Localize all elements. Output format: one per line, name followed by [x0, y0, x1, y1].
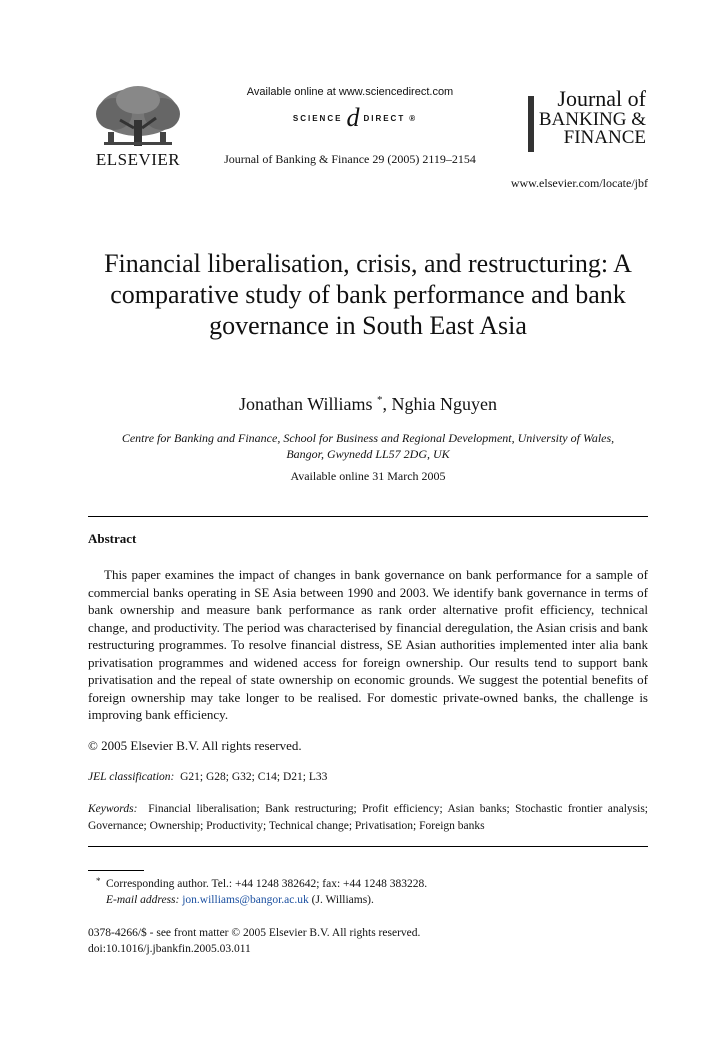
paper-title: Financial liberalisation, crisis, and restructuring: A comparative study of bank performance and bank governance in South East Asia — [104, 249, 632, 340]
footnote-email-line — [88, 892, 648, 908]
author-list — [88, 394, 648, 415]
affiliation-line2: Bangor, Gwynedd LL57 2DG, UK — [286, 447, 450, 461]
journal-logo-bar — [528, 96, 534, 152]
abstract-body: This paper examines the impact of changes in bank governance on bank performance for a sample of commercial banks operating in SE Asia between 1990 and 2003. We identify bank governance in terms of bank ownership and measure bank performance as rank order alternative profit efficiency, technical change, and productivity. The period was characterised by financial deregulation, the Asian crisis and bank restructuring programmes. To resolve financial distress, SE Asian authorities implemented inter alia bank privatisation programmes and widened access for foreign ownership. Our results tend to support bank privatisation and the repeal of state ownership on economic grounds. We suggest the potential benefits of foreign ownership may take longer to be realised. For domestic private-owned banks, the challenge is improving bank efficiency. — [88, 567, 648, 722]
divider-bottom — [88, 846, 648, 847]
journal-citation: Journal of Banking & Finance 29 (2005) 2119–2154 — [224, 152, 476, 166]
email-suffix: (J. Williams). — [311, 894, 374, 906]
keywords-text: Financial liberalisation; Bank restructuring; Profit efficiency; Asian banks; Stochastic frontier analysis; Governance; Ownership; Productivity; Technical change; Privatisation; Foreign banks — [88, 803, 648, 832]
footnote-contact: Corresponding author. Tel.: +44 1248 382642; fax: +44 1248 383228. — [106, 878, 428, 890]
issn-line: 0378-4266/$ - see front matter © 2005 Elsevier B.V. All rights reserved. — [88, 927, 421, 939]
journal-logo — [528, 88, 646, 158]
doi-line[interactable]: doi:10.1016/j.jbankfin.2005.03.011 — [88, 943, 251, 955]
elsevier-wordmark: ELSEVIER — [95, 150, 181, 169]
email-link[interactable]: jon.williams@bangor.ac.uk — [182, 894, 309, 906]
sd-registered-mark: ® — [409, 113, 418, 123]
available-online-text: Available online at www.sciencedirect.com — [246, 86, 454, 98]
author-nguyen: Nghia Nguyen — [391, 394, 497, 414]
sd-direct-text: DIRECT — [363, 113, 406, 123]
sd-science-text: SCIENCE — [292, 113, 343, 123]
footnote-marker: * — [96, 876, 101, 886]
footnote-rule — [88, 870, 144, 871]
corresponding-author-marker[interactable]: * — [376, 394, 383, 406]
affiliation-line1: Centre for Banking and Finance, School for Business and Regional Development, University of Wales, — [121, 431, 615, 445]
abstract-copyright: © 2005 Elsevier B.V. All rights reserved. — [88, 738, 302, 753]
keywords — [88, 801, 648, 835]
sciencedirect-logo — [270, 104, 440, 132]
divider-top — [88, 516, 648, 517]
jel-label: JEL classification: — [88, 771, 175, 783]
sd-at-symbol: d — [346, 103, 360, 132]
front-matter — [88, 925, 420, 957]
journal-logo-line2: BANKING & — [538, 109, 646, 130]
author-williams: Jonathan Williams — [239, 394, 373, 414]
author-separator: , — [382, 394, 387, 414]
journal-logo-line3: FINANCE — [563, 127, 646, 148]
journal-logo-line1: Journal of — [557, 86, 646, 111]
jel-classification — [88, 771, 327, 783]
footnote — [88, 876, 648, 908]
affiliation — [88, 430, 648, 462]
abstract-heading: Abstract — [88, 531, 137, 546]
keywords-label: Keywords: — [88, 803, 138, 815]
jel-codes: G21; G28; G32; C14; D21; L33 — [180, 771, 328, 783]
journal-url-link[interactable]: www.elsevier.com/locate/jbf — [510, 176, 648, 190]
email-label: E-mail address: — [106, 894, 180, 906]
available-online-date: Available online 31 March 2005 — [290, 469, 446, 483]
